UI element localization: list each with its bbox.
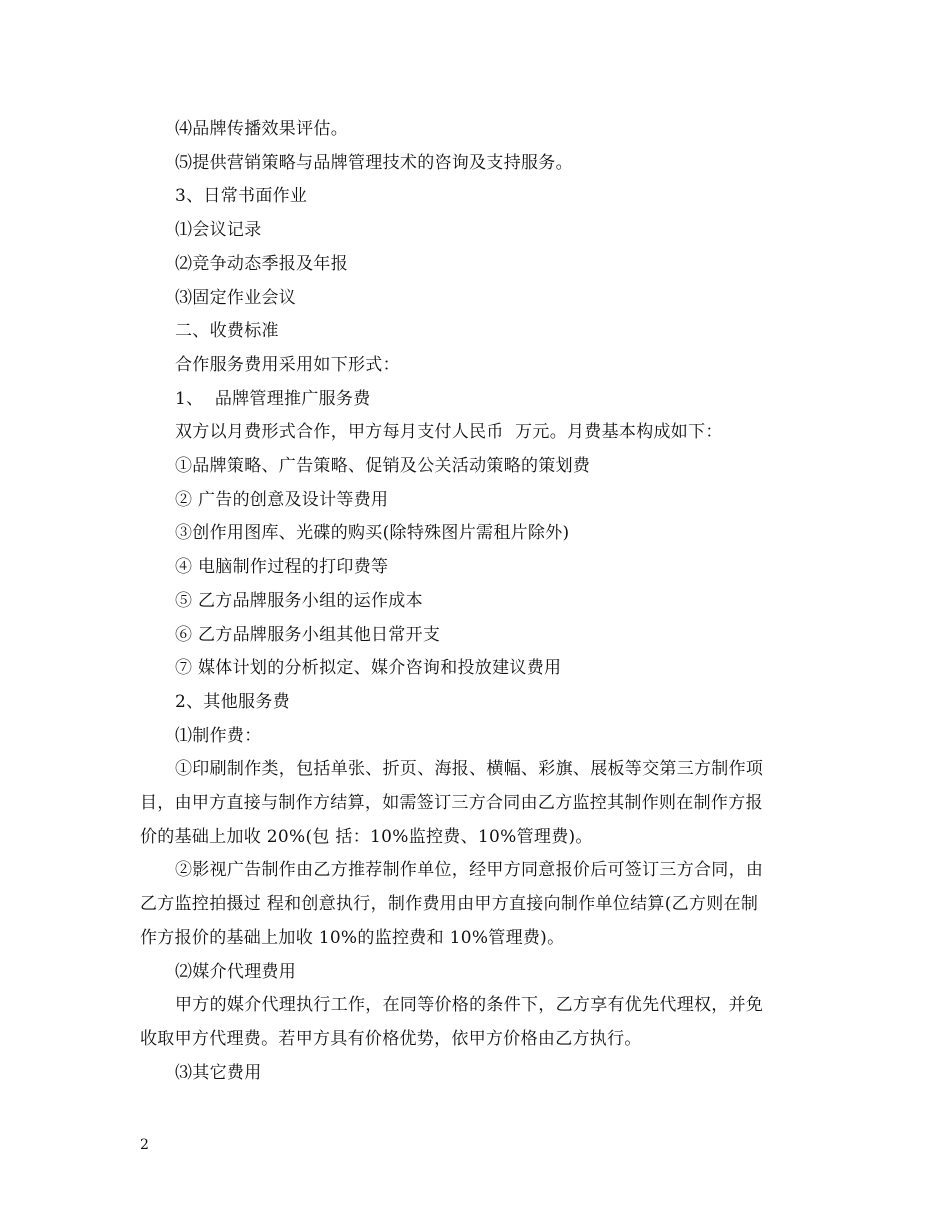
list-item: ⑦ 媒体计划的分析拟定、媒介咨询和投放建议费用 (175, 658, 562, 679)
list-item: ⑵竞争动态季报及年报 (175, 253, 348, 274)
list-item: ③创作用图库、光碟的购买(除特殊图片需租片除外) (175, 523, 570, 544)
paragraph-media (140, 989, 812, 1056)
section-heading: 2、其他服务费 (175, 691, 290, 712)
paragraph-line: ②影视广告制作由乙方推荐制作单位，经甲方同意报价后可签订三方合同，由 (175, 860, 764, 881)
list-item: ⑶其它费用 (175, 1062, 262, 1083)
text-line: 合作服务费用采用如下形式： (175, 354, 400, 375)
paragraph-printing (140, 753, 812, 854)
list-item: ⑵媒介代理费用 (175, 961, 297, 982)
list-item: ⑶固定作业会议 (175, 287, 297, 308)
list-item: ①品牌策略、广告策略、促销及公关活动策略的策划费 (175, 456, 591, 477)
document-body (140, 113, 812, 1090)
paragraph-line: ①印刷制作类，包括单张、折页、海报、横幅、彩旗、展板等交第三方制作项 (175, 759, 764, 780)
paragraph-line: 乙方监控拍摄过 程和创意执行，制作费用由甲方直接向制作单位结算(乙方则在制 (140, 894, 759, 915)
paragraph-line: 作方报价的基础上加收 10%的监控费和 10%管理费)。 (140, 927, 565, 948)
paragraph-line: 收取甲方代理费。若甲方具有价格优势，依甲方价格由乙方执行。 (140, 1028, 642, 1049)
paragraph-line: 目，由甲方直接与制作方结算，如需签订三方合同由乙方监控其制作则在制作方报 (140, 793, 763, 814)
list-item: ⑤ 乙方品牌服务小组的运作成本 (175, 590, 423, 611)
section-heading: 1、 品牌管理推广服务费 (175, 388, 371, 409)
list-item: ⑴会议记录 (175, 220, 262, 241)
paragraph-line: 甲方的媒介代理执行工作，在同等价格的条件下，乙方享有优先代理权，并免 (175, 995, 764, 1016)
page-number: 2 (140, 1137, 149, 1153)
section-heading: 二、收费标准 (175, 321, 279, 342)
list-item: ⑷品牌传播效果评估。 (175, 119, 348, 139)
paragraph-video (140, 854, 812, 955)
list-item: ② 广告的创意及设计等费用 (175, 489, 389, 510)
paragraph-line: 价的基础上加收 20%(包 括：10%监控费、10%管理费)。 (140, 826, 593, 847)
list-item: ⑥ 乙方品牌服务小组其他日常开支 (175, 624, 441, 645)
text-line: 双方以月费形式合作，甲方每月支付人民币 万元。月费基本构成如下： (175, 422, 723, 443)
list-item: ⑸提供营销策略与品牌管理技术的咨询及支持服务。 (175, 152, 573, 173)
list-item: ⑴制作费： (175, 725, 262, 746)
section-heading: 3、日常书面作业 (175, 186, 308, 207)
list-item: ④ 电脑制作过程的打印费等 (175, 557, 389, 578)
